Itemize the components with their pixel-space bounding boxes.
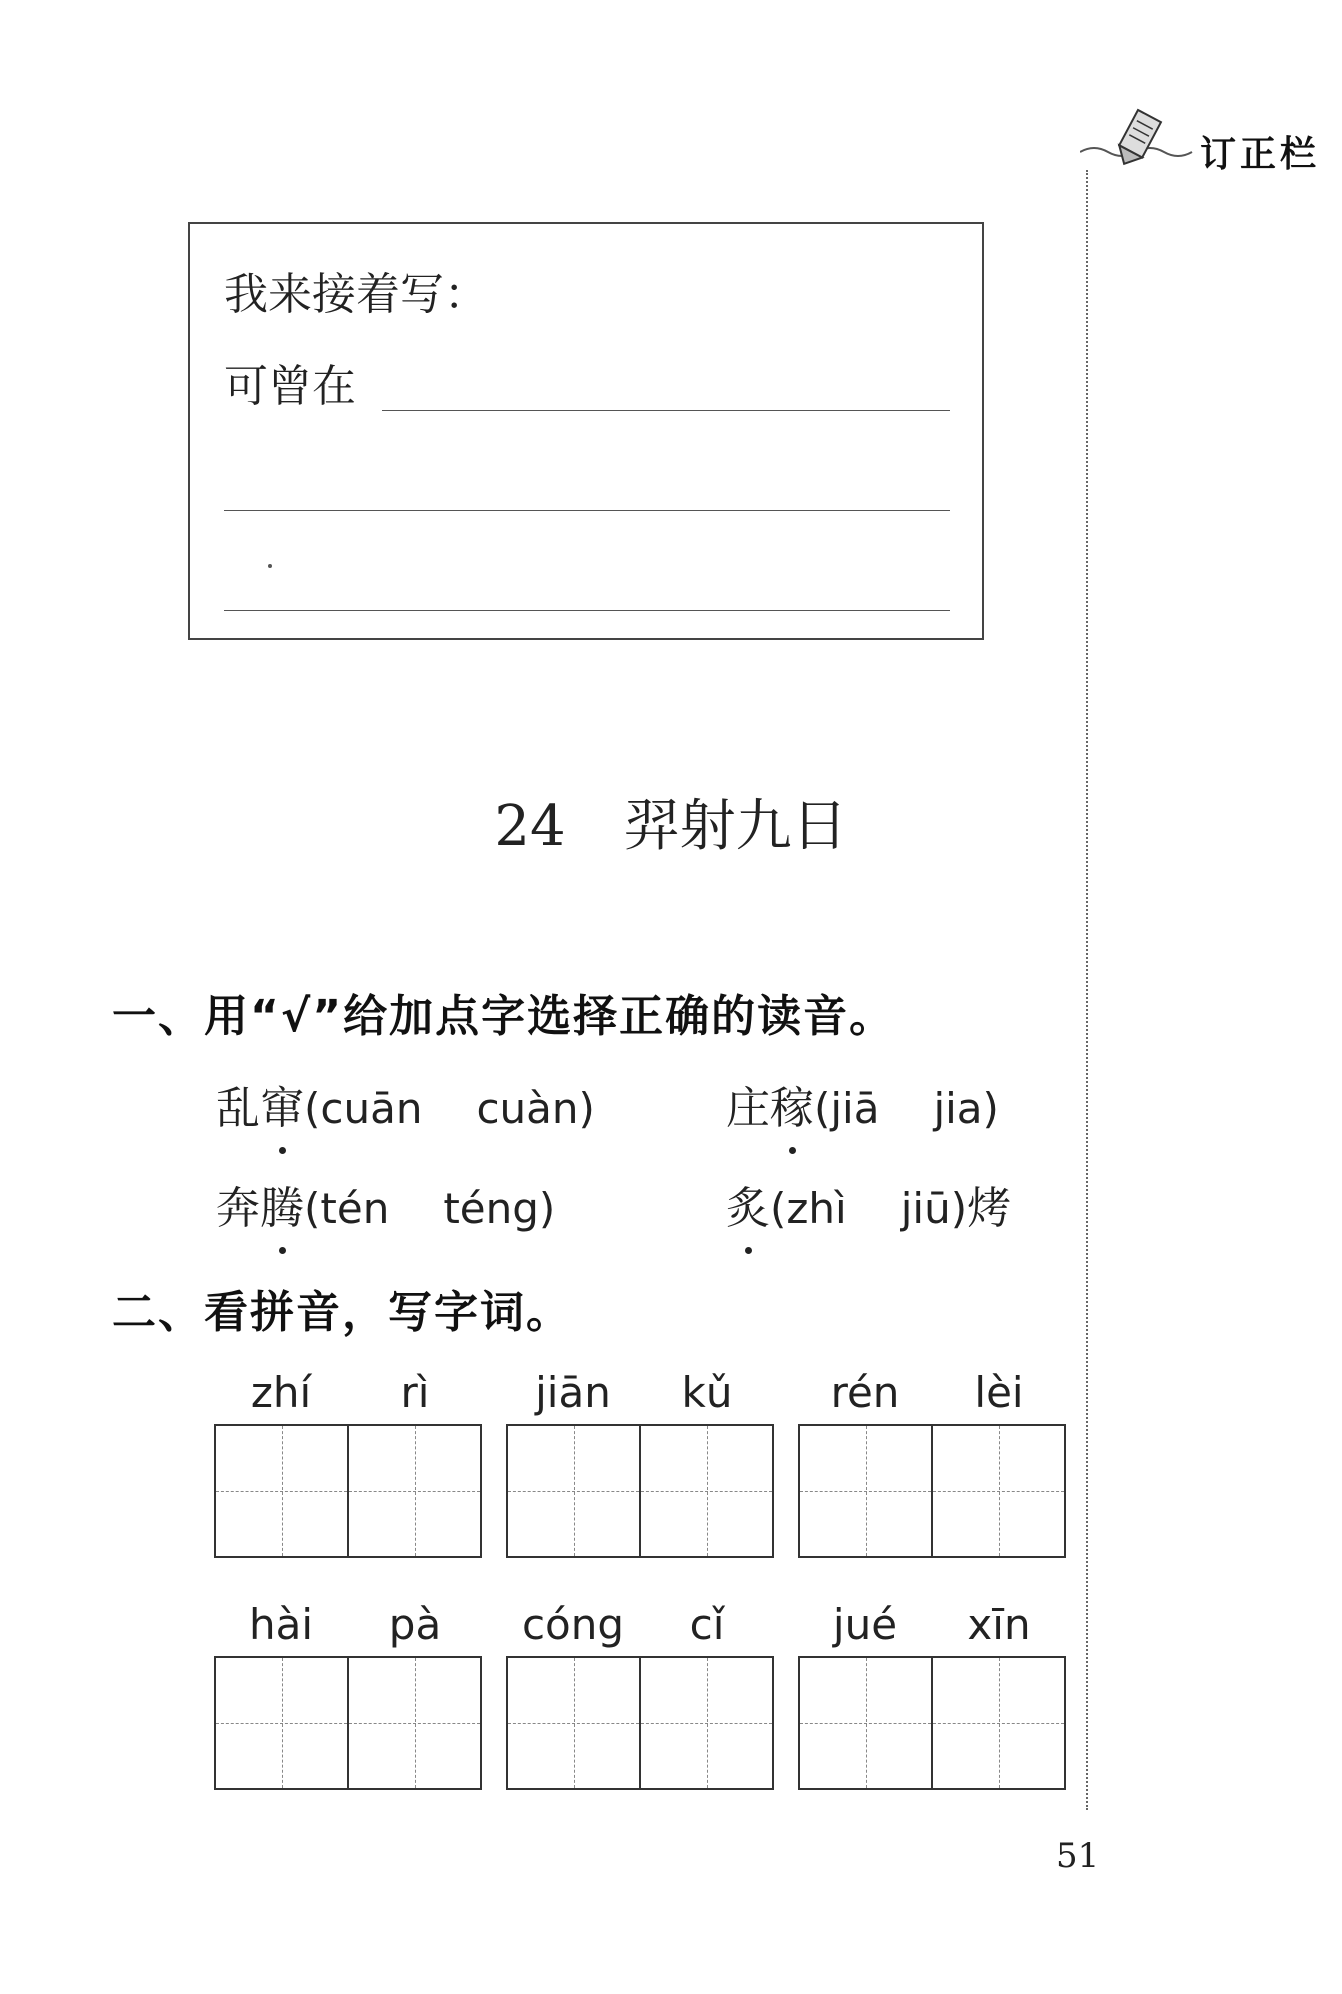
writing-line[interactable]	[382, 410, 950, 411]
writing-cell[interactable]	[933, 1658, 1064, 1788]
dotted-char: 腾	[260, 1172, 304, 1236]
writing-cell[interactable]	[349, 1658, 480, 1788]
item-char: 乱	[216, 1083, 260, 1134]
option-2[interactable]: téng	[443, 1184, 539, 1233]
word-writing-grid	[214, 1600, 482, 1790]
pronunciation-item: 乱窜(cuān cuàn)	[216, 1072, 595, 1136]
writing-prompt: 我来接着写：	[224, 269, 488, 320]
writing-cell[interactable]	[641, 1658, 772, 1788]
writing-cell[interactable]	[508, 1426, 641, 1556]
item-char: 烤	[967, 1183, 1012, 1234]
dotted-char: 炙	[726, 1172, 770, 1236]
stray-dot	[268, 564, 272, 568]
pinyin-label: cǐ	[689, 1600, 725, 1649]
writing-cell[interactable]	[800, 1658, 933, 1788]
pinyin-label: rén	[830, 1368, 900, 1417]
continuation-writing-box	[188, 222, 984, 640]
pinyin-label: zhí	[250, 1368, 312, 1417]
writing-line[interactable]	[224, 510, 950, 511]
item-char: 庄	[726, 1083, 770, 1134]
option-1[interactable]: jiā	[830, 1084, 880, 1133]
word-writing-grid	[214, 1368, 482, 1558]
option-2[interactable]: cuàn	[476, 1084, 579, 1133]
pinyin-label: pà	[388, 1600, 442, 1649]
pencil-icon	[1080, 108, 1200, 168]
pinyin-label: jué	[832, 1600, 898, 1649]
pinyin-label: lèi	[974, 1368, 1024, 1417]
correction-column-divider	[1086, 170, 1088, 1810]
pinyin-label: kǔ	[681, 1368, 733, 1417]
pinyin-label: jiān	[535, 1368, 611, 1417]
correction-column-label: 订正栏	[1200, 134, 1321, 175]
option-1[interactable]: tén	[320, 1184, 390, 1233]
pronunciation-item: 奔腾(tén téng)	[216, 1172, 555, 1236]
pinyin-label: rì	[400, 1368, 430, 1417]
dotted-char: 窜	[260, 1072, 304, 1136]
option-2[interactable]: jiū	[900, 1184, 951, 1233]
correction-column-header	[1080, 108, 1340, 175]
pinyin-label: hài	[248, 1600, 314, 1649]
pinyin-label: xīn	[967, 1600, 1031, 1649]
writing-cell[interactable]	[800, 1426, 933, 1556]
item-char: 奔	[216, 1183, 260, 1234]
writing-start-text: 可曾在	[224, 361, 356, 412]
dotted-char: 稼	[770, 1072, 814, 1136]
lesson-title	[0, 782, 1342, 862]
lesson-name: 羿射九日	[623, 794, 848, 859]
writing-cell[interactable]	[933, 1426, 1064, 1556]
section-1-title: 一、用“√”给加点字选择正确的读音。	[112, 991, 896, 1042]
page-number: 51	[1056, 1836, 1100, 1876]
word-writing-grid	[506, 1368, 774, 1558]
pronunciation-item: 庄稼(jiā jia)	[726, 1072, 999, 1136]
writing-cell[interactable]	[641, 1426, 772, 1556]
writing-cell[interactable]	[508, 1658, 641, 1788]
section-2-title: 二、看拼音，写字词。	[112, 1287, 572, 1338]
word-writing-grid	[798, 1368, 1066, 1558]
word-writing-grid	[506, 1600, 774, 1790]
pinyin-label: cóng	[521, 1600, 625, 1649]
lesson-number: 24	[494, 794, 566, 859]
pronunciation-item: 炙(zhì jiū)烤	[726, 1172, 1011, 1236]
word-writing-grid	[798, 1600, 1066, 1790]
option-2[interactable]: jia	[933, 1084, 983, 1133]
writing-line[interactable]	[224, 610, 950, 611]
option-1[interactable]: cuān	[320, 1084, 423, 1133]
option-1[interactable]: zhì	[786, 1184, 847, 1233]
writing-cell[interactable]	[349, 1426, 480, 1556]
writing-cell[interactable]	[216, 1658, 349, 1788]
writing-cell[interactable]	[216, 1426, 349, 1556]
